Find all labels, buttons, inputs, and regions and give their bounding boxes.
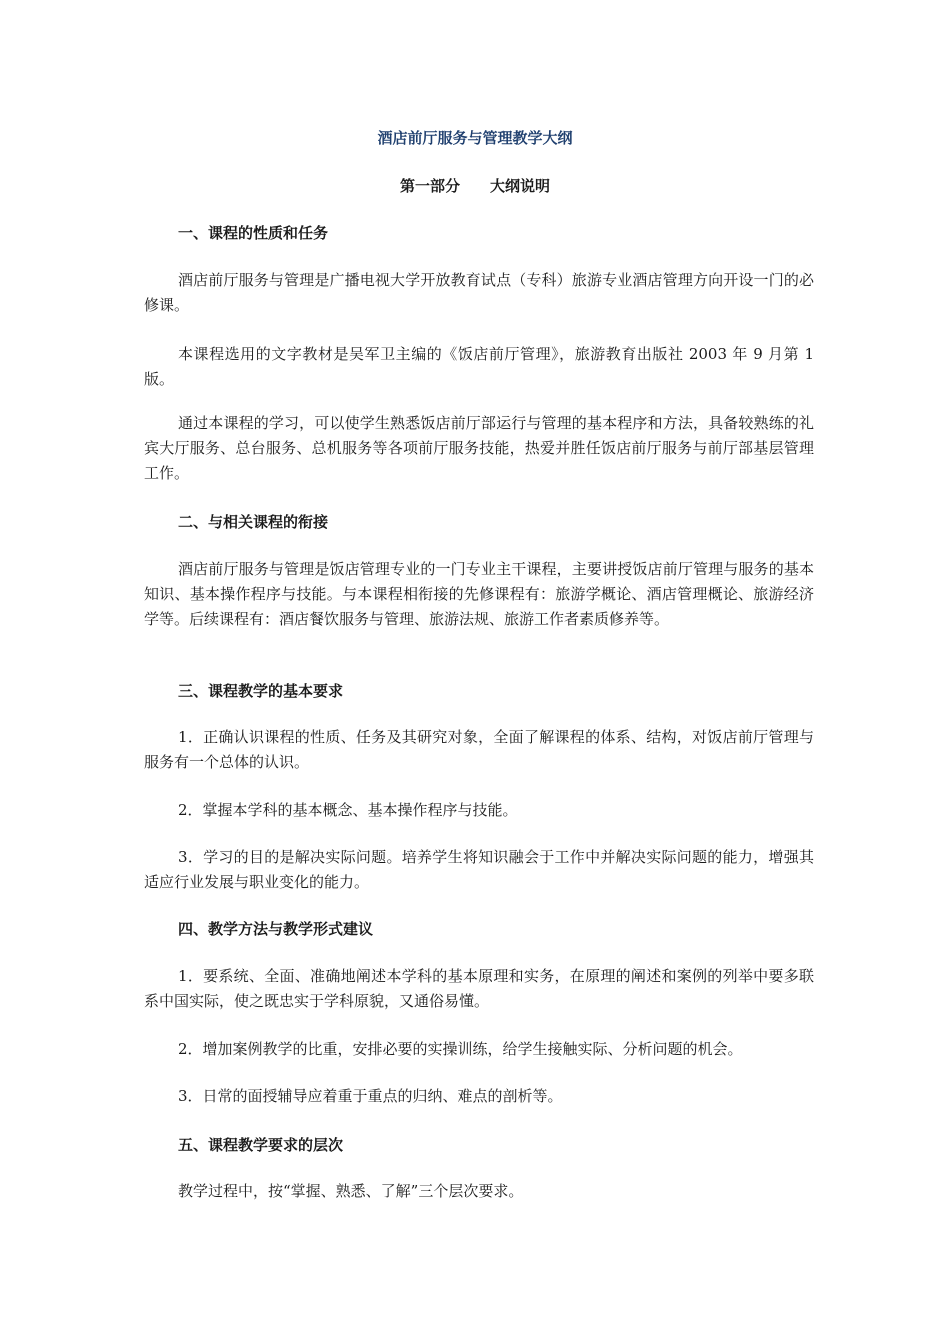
paragraph: 1．要系统、全面、准确地阐述本学科的基本原理和实务，在原理的阐述和案例的列举中要多联系中国实际，使之既忠实于学科原貌，又通俗易懂。 [144, 967, 814, 1010]
paragraph: 酒店前厅服务与管理是广播电视大学开放教育试点（专科）旅游专业酒店管理方向开设一门的必修课。 [144, 271, 814, 314]
part-title: 第一部分 大纲说明 [399, 177, 550, 195]
document-title: 酒店前厅服务与管理教学大纲 [377, 129, 573, 147]
paragraph: 本课程选用的文字教材是吴军卫主编的《饭店前厅管理》，旅游教育出版社 2003 年 9 月第 1 版。 [144, 345, 814, 388]
paragraph: 酒店前厅服务与管理是饭店管理专业的一门专业主干课程，主要讲授饭店前厅管理与服务的基本知识、基本操作程序与技能。与本课程相衔接的先修课程有：旅游学概论、酒店管理概论、旅游经济学等。后续课程有：酒店餐饮服务与管理、旅游法规、旅游工作者素质修养等。 [144, 560, 814, 628]
section-heading: 二、与相关课程的衔接 [178, 513, 329, 531]
paragraph: 教学过程中，按“掌握、熟悉、了解”三个层次要求。 [178, 1182, 524, 1200]
section-heading: 五、课程教学要求的层次 [178, 1136, 344, 1154]
paragraph: 1．正确认识课程的性质、任务及其研究对象，全面了解课程的体系、结构，对饭店前厅管理与服务有一个总体的认识。 [144, 728, 814, 771]
section-heading: 一、课程的性质和任务 [178, 224, 329, 242]
section-heading: 三、课程教学的基本要求 [178, 682, 344, 700]
paragraph: 3．日常的面授辅导应着重于重点的归纳、难点的剖析等。 [178, 1087, 563, 1105]
paragraph: 3．学习的目的是解决实际问题。培养学生将知识融会于工作中并解决实际问题的能力，增强其适应行业发展与职业变化的能力。 [144, 848, 814, 891]
paragraph: 2．增加案例教学的比重，安排必要的实操训练，给学生接触实际、分析问题的机会。 [178, 1040, 743, 1058]
paragraph: 通过本课程的学习，可以使学生熟悉饭店前厅部运行与管理的基本程序和方法，具备较熟练的礼宾大厅服务、总台服务、总机服务等各项前厅服务技能，热爱并胜任饭店前厅服务与前厅部基层管理工作。 [144, 414, 814, 482]
paragraph: 2．掌握本学科的基本概念、基本操作程序与技能。 [178, 801, 518, 819]
section-heading: 四、教学方法与教学形式建议 [178, 920, 374, 938]
